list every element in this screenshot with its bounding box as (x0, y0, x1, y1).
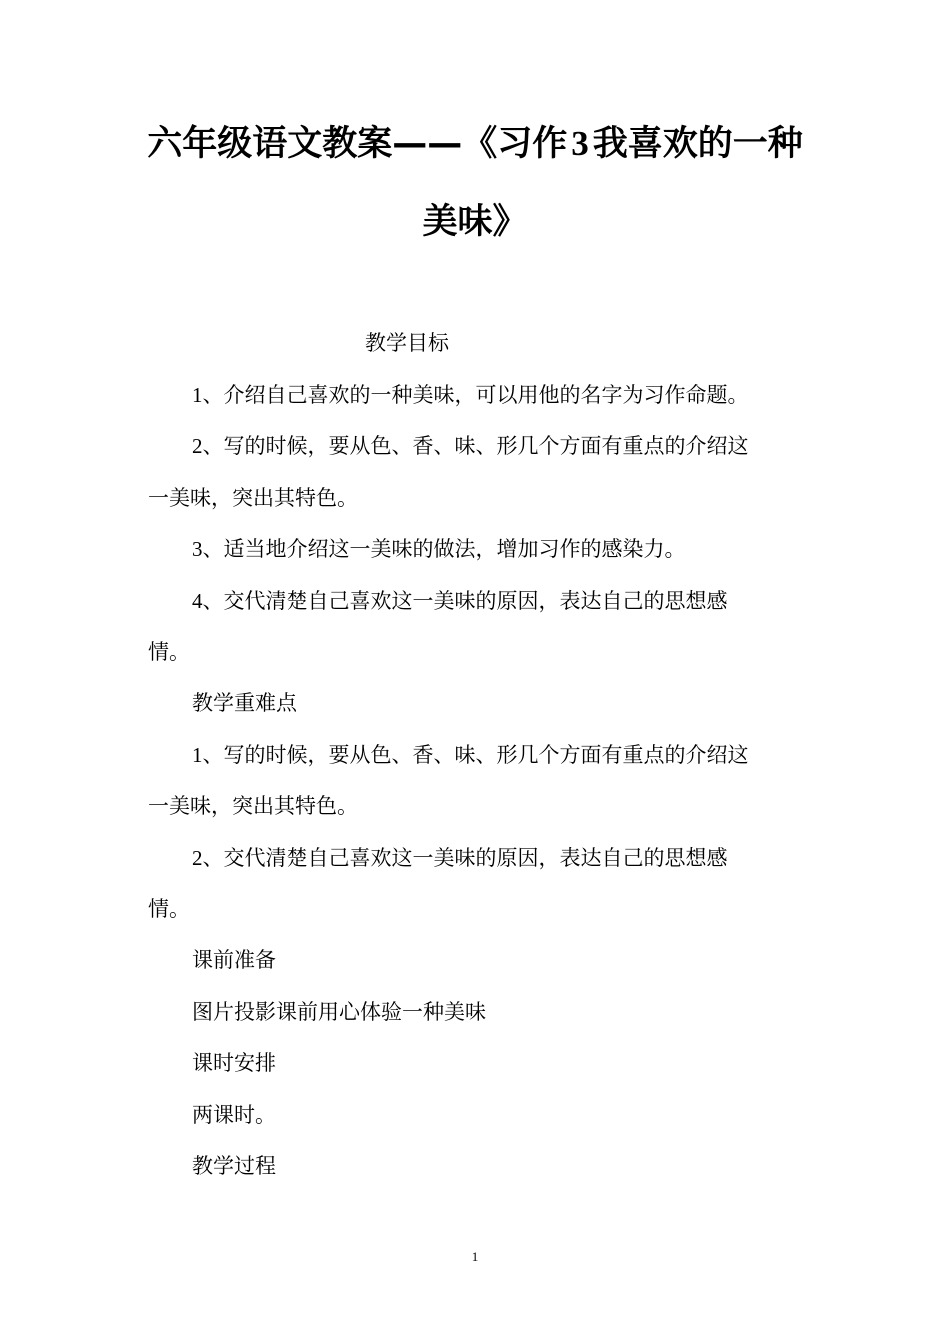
section-heading-process: 教学过程 (192, 1154, 276, 1178)
key-point-text: 、交代清楚自己喜欢这一美味的原因，表达自己的思想感 (202, 846, 728, 870)
key-point-item-1 (192, 742, 749, 768)
goal-text: 、介绍自己喜欢的一种美味，可以用他的名字为习作命题。 (202, 383, 749, 407)
title-number: 3 (571, 124, 589, 163)
schedule-text: 两课时。 (192, 1103, 276, 1127)
section-heading-schedule: 课时安排 (192, 1051, 276, 1075)
goal-item-3 (192, 536, 686, 562)
preparation-text: 图片投影课前用心体验一种美味 (192, 1000, 486, 1024)
section-heading-preparation: 课前准备 (192, 948, 276, 972)
document-title-line-2: 美味》 (422, 202, 528, 242)
goal-text: 、交代清楚自己喜欢这一美味的原因，表达自己的思想感 (202, 589, 728, 613)
page-number: 1 (471, 1249, 479, 1264)
key-point-number: 2 (192, 846, 203, 870)
goal-number: 3 (192, 537, 203, 561)
goal-text: 、适当地介绍这一美味的做法，增加习作的感染力。 (202, 537, 686, 561)
goal-item-1 (192, 382, 749, 408)
key-point-item-2 (192, 845, 728, 871)
title-text-start: 六年级语文教案——《习作 (147, 124, 568, 164)
title-text-end: 我喜欢的一种 (592, 124, 803, 164)
key-point-item-2-continuation: 情。 (148, 897, 190, 921)
goal-number: 2 (192, 434, 203, 458)
section-heading-goals: 教学目标 (365, 331, 449, 355)
key-point-item-1-continuation: 一美味，突出其特色。 (148, 794, 358, 818)
goal-item-4-continuation: 情。 (148, 640, 190, 664)
document-title-line-1 (0, 124, 950, 164)
key-point-number: 1 (192, 743, 203, 767)
section-heading-key-points: 教学重难点 (192, 691, 297, 715)
key-point-text: 、写的时候，要从色、香、味、形几个方面有重点的介绍这 (202, 743, 749, 767)
goal-text: 、写的时候，要从色、香、味、形几个方面有重点的介绍这 (202, 434, 749, 458)
goal-item-2-continuation: 一美味，突出其特色。 (148, 486, 358, 510)
goal-number: 1 (192, 383, 203, 407)
goal-item-2 (192, 433, 749, 459)
goal-item-4 (192, 588, 728, 614)
goal-number: 4 (192, 589, 203, 613)
